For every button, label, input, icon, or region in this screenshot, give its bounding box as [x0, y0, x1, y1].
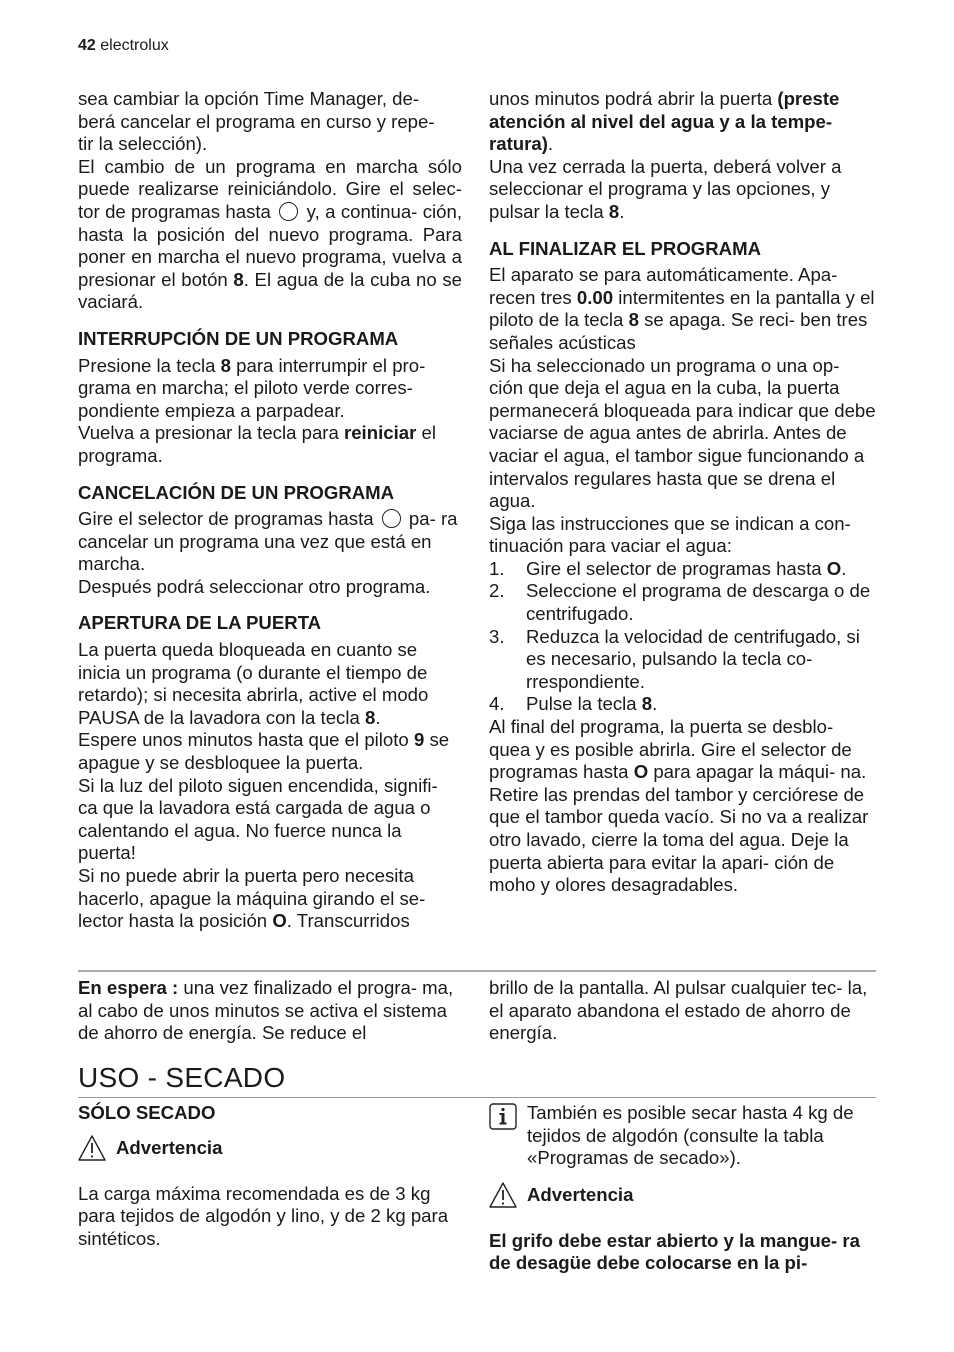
section-left: [78, 1102, 462, 1250]
door-paragraph-2: Espere unos minutos hasta que el piloto 9 se apague y se desbloquee la puerta.: [78, 729, 450, 774]
info-block: [489, 1102, 877, 1170]
program-off-circle-icon: [279, 202, 298, 221]
interrupt-heading: INTERRUPCIÓN DE UN PROGRAMA: [78, 327, 399, 349]
warning-label: Advertencia: [527, 1183, 634, 1205]
standby-text-left: una vez finalizado el progra- ma, al cabo de unos minutos se activa el sistema de ahorro de energía. Se reduce el: [78, 977, 454, 1044]
cancel-paragraph: Gire el selector de programas hasta pa- ra cancelar un programa una vez que está en marcha.: [78, 508, 458, 575]
warning-block: [78, 1137, 462, 1161]
end-paragraph-2: Si ha seleccionado un programa o una op- ción que deja el agua en la cuba, la puerta permanecerá bloqueada para indicar que debe vaciarse de agua antes de abrirla. Antes de vaciar el agua, el tambor sigue funcionando a intervalos regulares hasta que se drena el agua.: [489, 354, 876, 512]
cancel-heading: CANCELACIÓN DE UN PROGRAMA: [78, 481, 395, 503]
standby-text-right: brillo de la pantalla. Al pulsar cualquier tec- la, el aparato abandona el estado de ahorro de energía.: [489, 977, 868, 1044]
door-paragraph-3: Si la luz del piloto siguen encendida, signifi- ca que la lavadora está cargada de agua o calentando el agua. No fuerce nunca la puerta!: [78, 774, 438, 864]
section-right: [489, 1102, 877, 1275]
final-paragraph-2: Retire las prendas del tambor y cerciórese de que el tambor queda vacío. Si no va a realizar otro lavado, cierre la toma del agua. Deje la puerta abierta para evitar la apari- ción de moho y olores desagradables.: [489, 783, 869, 896]
warning-block: [489, 1184, 877, 1208]
end-program-heading: AL FINALIZAR EL PROGRAMA: [489, 237, 762, 259]
door-paragraph-4: Si no puede abrir la puerta pero necesita hacerlo, apague la máquina girando el se- lector hasta la posición O. Transcurridos: [78, 865, 426, 932]
program-off-circle-icon: [382, 509, 401, 528]
change-program-paragraph: El cambio de un programa en marcha sólo puede realizarse reiniciándolo. Gire el selec- tor de programas hasta y, a continua- ción, hasta la posición del nuevo programa. Para poner en marcha el nuevo programa, vuelva a presionar el botón 8. El agua de la cuba no se vaciará.: [78, 155, 463, 313]
max-load-paragraph: La carga máxima recomendada es de 3 kg para tejidos de algodón y lino, y de 2 kg para sintéticos.: [78, 1182, 449, 1249]
warning-label: Advertencia: [116, 1136, 223, 1158]
cancel-followup: Después podrá seleccionar otro programa.: [78, 575, 431, 597]
tap-warning-paragraph: El grifo debe estar abierto y la mangue- ra de desagüe debe colocarse en la pi-: [489, 1229, 860, 1274]
list-item: 2. Seleccione el programa de descarga o de centrifugado.: [489, 580, 871, 625]
warning-triangle-icon: [78, 1135, 106, 1161]
divider: [78, 1097, 876, 1098]
door-heading: APERTURA DE LA PUERTA: [78, 612, 322, 634]
section-title: USO - SECADO: [78, 1062, 286, 1093]
interrupt-paragraph: Presione la tecla 8 para interrumpir el pro- grama en marcha; el piloto verde corres- pondiente empieza a parpadear.: [78, 354, 426, 421]
divider: [78, 970, 876, 972]
list-item: 4. Pulse la tecla 8.: [489, 693, 658, 715]
warning-triangle-icon: [489, 1182, 517, 1208]
page-header: [78, 37, 169, 55]
page-number: 42: [78, 37, 96, 54]
list-item: 1. Gire el selector de programas hasta O.: [489, 557, 847, 579]
final-paragraph-1: Al final del programa, la puerta se desblo- quea y es posible abrirla. Gire el selector de programas hasta O para apagar la máqui- na.: [489, 716, 867, 783]
intro-line-2: berá cancelar el programa en curso y repe-: [78, 110, 435, 132]
info-paragraph: También es posible secar hasta 4 kg de tejidos de algodón (consulte la tabla «Programas de secado»).: [527, 1102, 854, 1169]
brand-name: electrolux: [100, 37, 169, 54]
end-paragraph-3: Siga las instrucciones que se indican a con- tinuación para vaciar el agua:: [489, 512, 851, 557]
left-column: [78, 88, 462, 933]
continued-paragraph: unos minutos podrá abrir la puerta (preste atención al nivel del agua y a la tempe- ratura).: [489, 88, 840, 155]
standby-label: En espera :: [78, 977, 179, 998]
drain-steps-list: [489, 558, 877, 716]
right-column: [489, 88, 877, 897]
intro-line-3: tir la selección).: [78, 133, 208, 155]
info-icon: [489, 1102, 517, 1130]
standby-left: [78, 977, 462, 1045]
door-paragraph-1: La puerta queda bloqueada en cuanto se inicia un programa (o durante el tiempo de retardo); si necesita abrirla, active el modo PAUSA de la lavadora con la tecla 8.: [78, 639, 429, 728]
end-paragraph-1: El aparato se para automáticamente. Apa- recen tres 0.00 intermitentes en la pantalla y el piloto de la tecla 8 se apaga. Se reci- ben tres señales acústicas: [489, 264, 875, 353]
list-item: 3. Reduzca la velocidad de centrifugado, si es necesario, pulsando la tecla co- rrespondiente.: [489, 625, 860, 692]
restart-paragraph: Vuelva a presionar la tecla para reiniciar el programa.: [78, 422, 436, 466]
standby-right: [489, 977, 877, 1045]
intro-line-1: sea cambiar la opción Time Manager, de-: [78, 88, 420, 109]
sub-heading: SÓLO SECADO: [78, 1102, 216, 1123]
closed-door-paragraph: Una vez cerrada la puerta, deberá volver a seleccionar el programa y las opciones, y pulsar la tecla 8.: [489, 155, 842, 222]
